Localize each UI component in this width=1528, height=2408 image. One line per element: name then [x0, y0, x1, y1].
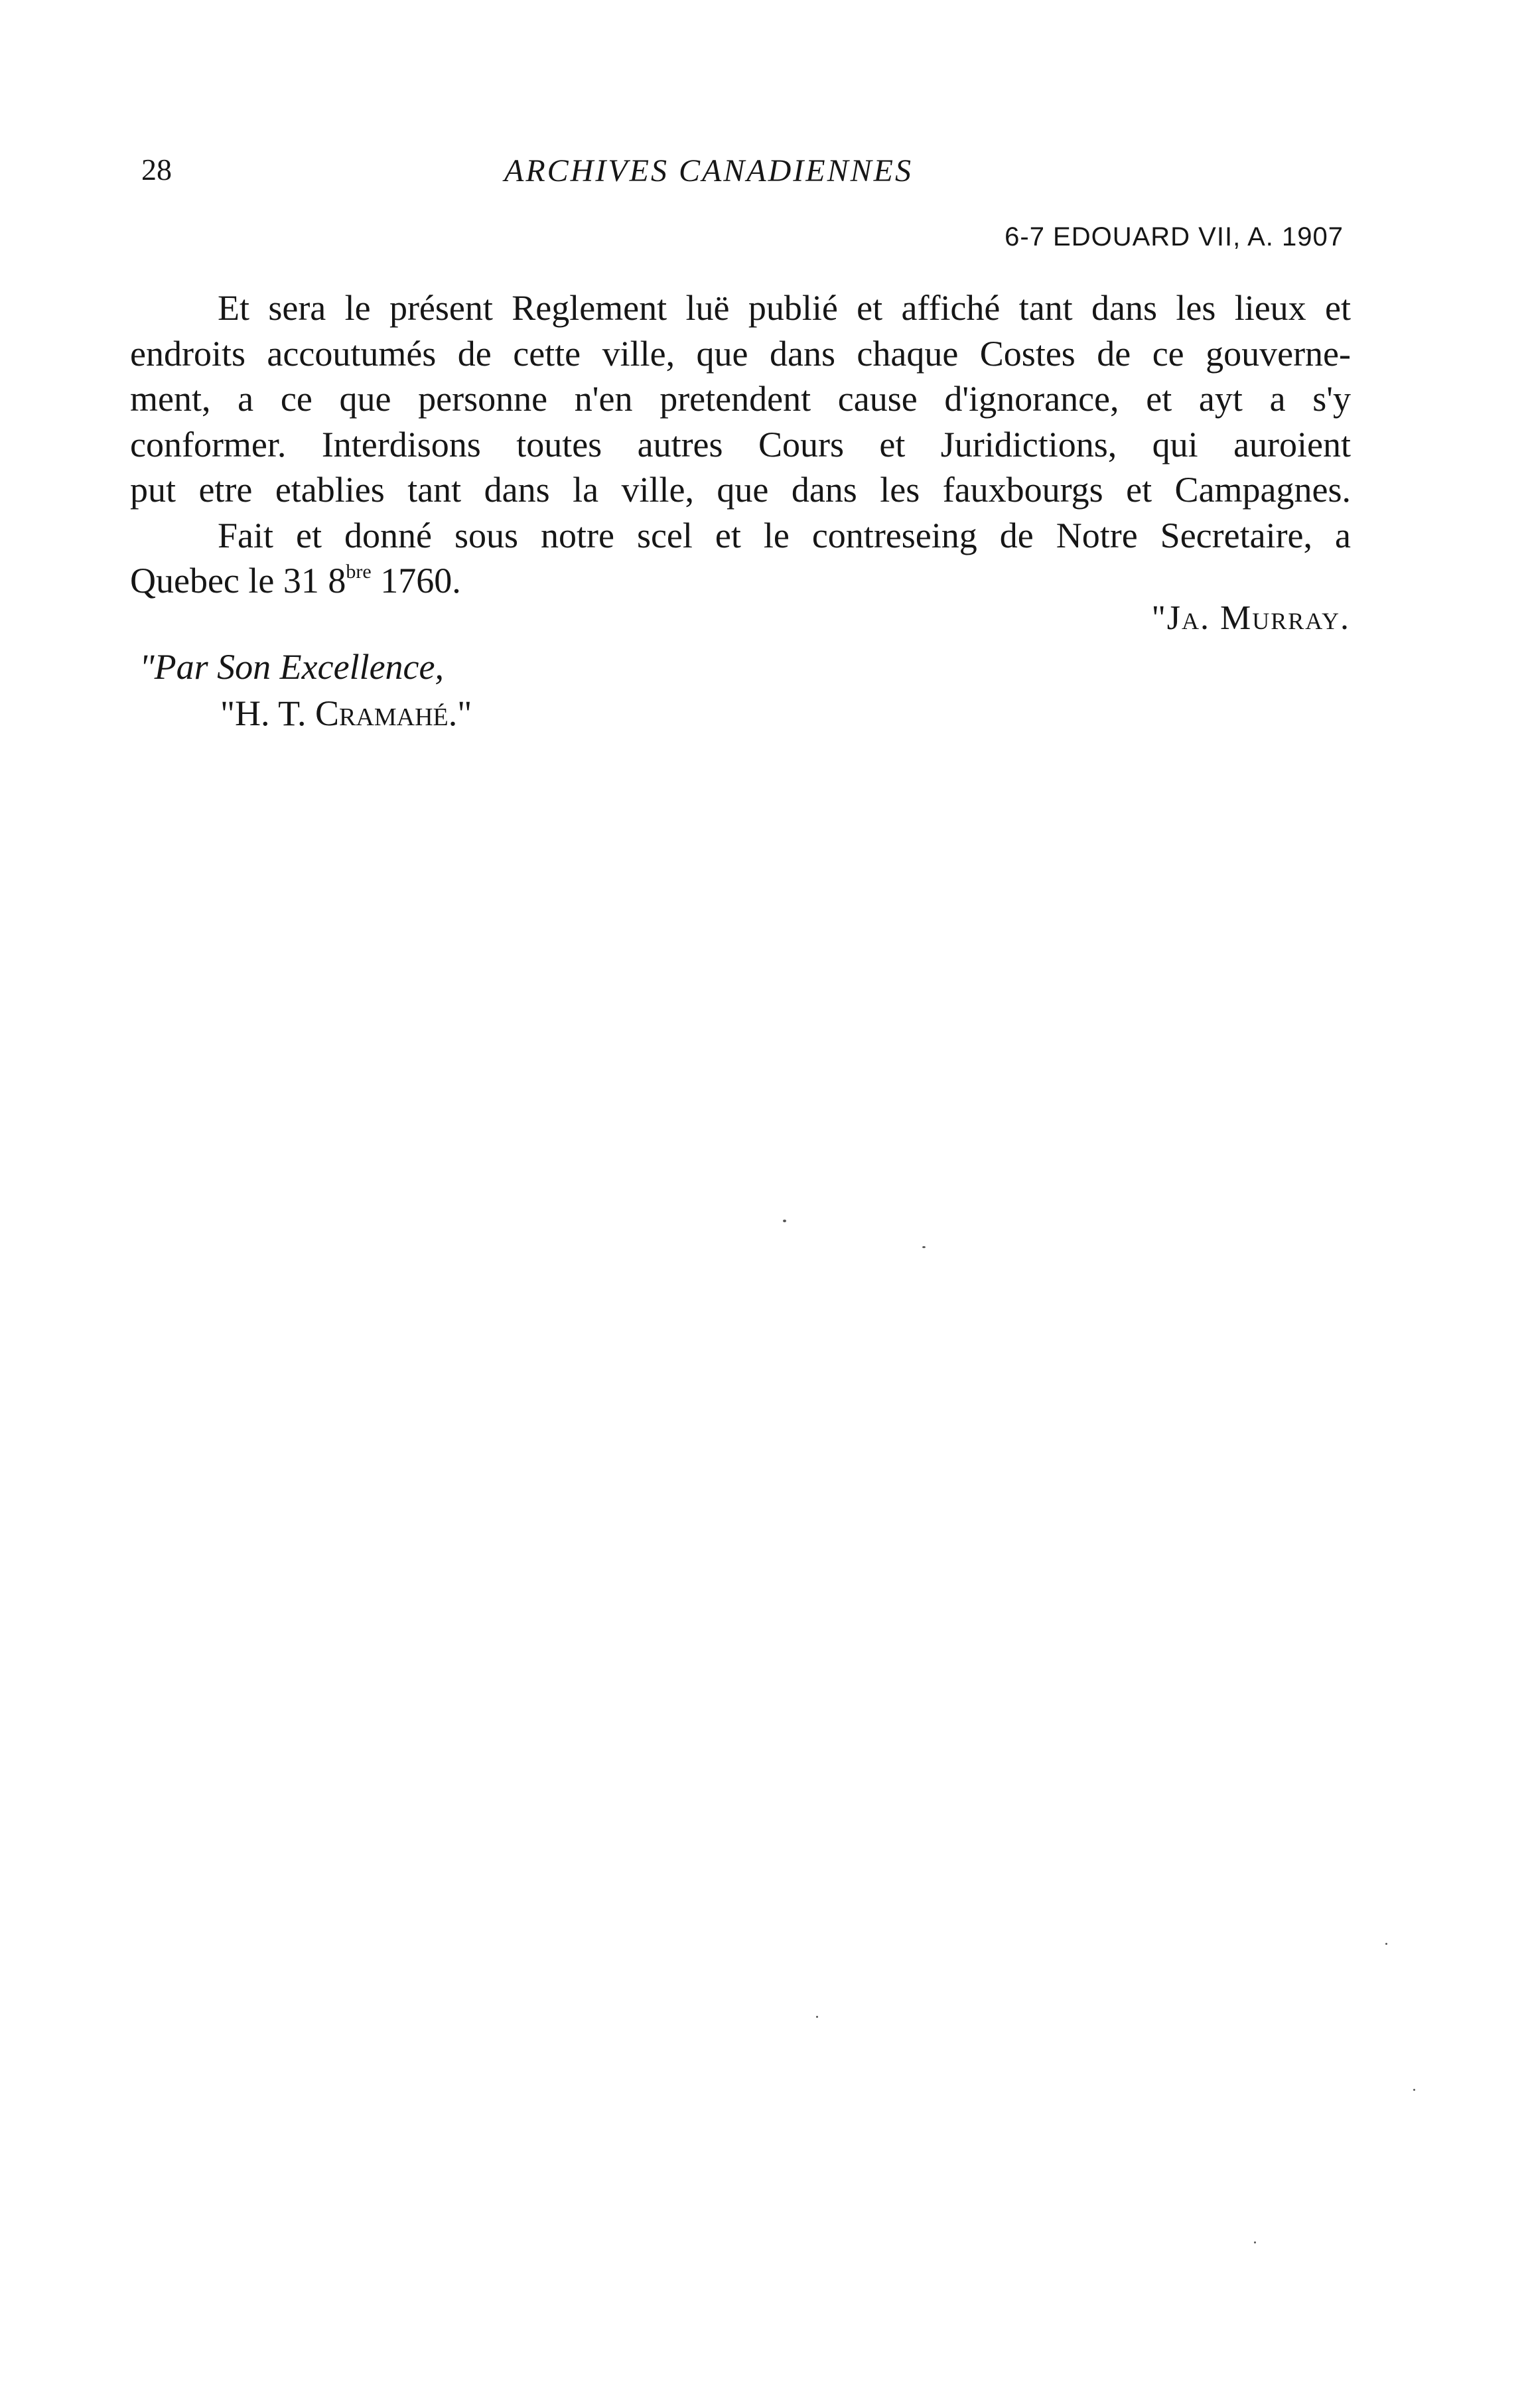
paragraph-2	[130, 513, 1351, 604]
page-number: 28	[141, 153, 172, 186]
date-superscript: bre	[346, 561, 372, 583]
paragraph-1-line-1: Et sera le présent Reglement luë publié et affiché tant dans les lieux et	[218, 288, 1351, 328]
paragraph-1-line-4: conformer. Interdisons toutes autres Cours et Juridictions, qui auroient	[130, 424, 1351, 464]
paragraph-1-line-2: endroits accoutumés de cette ville, que dans chaque Costes de ce gouverne-	[130, 333, 1351, 374]
scan-speck	[783, 1220, 786, 1222]
scan-speck	[816, 2016, 818, 2018]
body-text	[130, 285, 1351, 604]
scan-speck	[922, 1246, 926, 1248]
attestation	[139, 644, 472, 737]
date-suffix: 1760.	[371, 561, 461, 601]
paragraph-2-line-1: Fait et donné sous notre scel et le contreseing de Notre Secretaire, a	[218, 515, 1351, 555]
scan-speck	[1254, 2241, 1256, 2243]
paragraph-1-line-3: ment, a ce que personne n'en pretendent cause d'ignorance, et ayt a s'y	[130, 379, 1351, 419]
session-line: 6-7 EDOUARD VII, A. 1907	[1005, 222, 1344, 251]
signature: "Ja. Murray.	[1151, 599, 1350, 637]
paragraph-1	[130, 285, 1351, 513]
running-head: ARCHIVES CANADIENNES	[504, 153, 913, 188]
attestation-line-2: "H. T. Cramahé."	[220, 693, 472, 733]
date-prefix: Quebec le 31 8	[130, 561, 346, 601]
scan-speck	[1385, 1943, 1387, 1945]
scan-speck	[1413, 2089, 1415, 2091]
attestation-line-1: "Par Son Excellence,	[139, 647, 444, 687]
paragraph-1-line-5: put etre etablies tant dans la ville, que dans les fauxbourgs et Campagnes.	[130, 470, 1351, 510]
